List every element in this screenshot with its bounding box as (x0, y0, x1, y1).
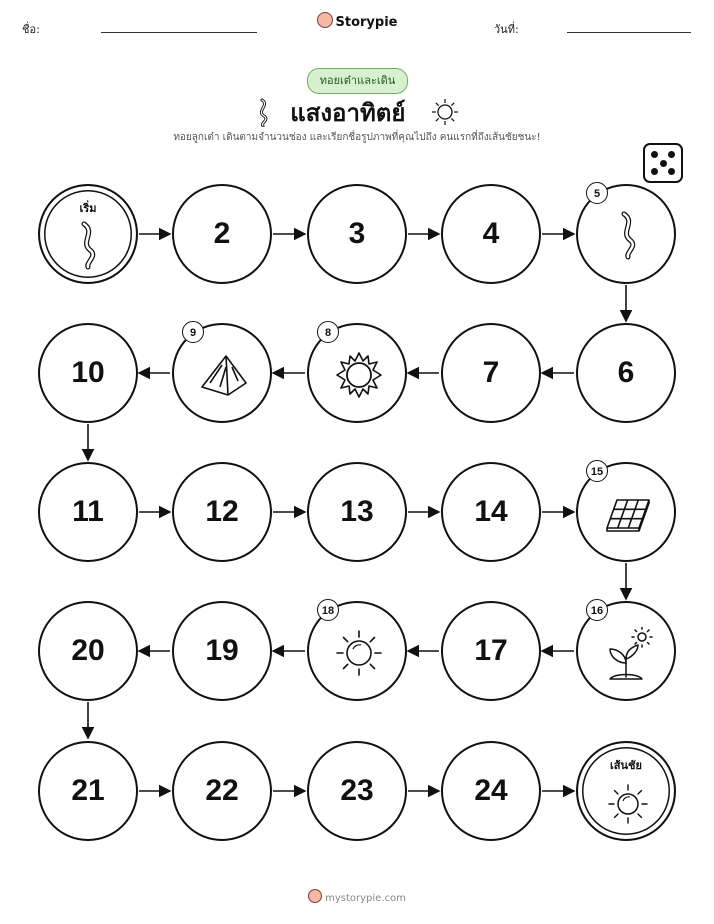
board-cell-15 (576, 462, 676, 562)
cell-number: 21 (71, 774, 105, 807)
cell-number: 14 (474, 495, 508, 528)
board-cell-finish (576, 741, 676, 841)
name-label: ชื่อ: (22, 23, 40, 36)
board-cell-21 (38, 741, 138, 841)
cell-number: 12 (205, 495, 239, 528)
board-cell-8 (307, 323, 407, 423)
game-tag: ทอยเต๋าและเดิน (307, 68, 408, 94)
cell-number: 17 (474, 634, 508, 667)
solar-panel-icon (603, 496, 653, 536)
board-cell-16 (576, 601, 676, 701)
board-cell-19 (172, 601, 272, 701)
cell-number: 11 (72, 495, 104, 528)
cell-number: 2 (213, 217, 231, 250)
board-cell-12 (172, 462, 272, 562)
pyramid-icon (198, 353, 250, 399)
instructions: ทอยลูกเต๋า เดินตามจำนวนช่อง และเรียกชื่อรูปภาพที่คุณไปถึง คนแรกที่ถึงเส้นชัยชนะ! (173, 132, 541, 143)
board-cell-7 (441, 323, 541, 423)
storypie-mascot-icon (308, 889, 322, 903)
finish-label: เส้นชัย (610, 759, 642, 772)
board-cell-6 (576, 323, 676, 423)
cell-number: 7 (482, 356, 500, 389)
cell-number: 22 (205, 774, 239, 807)
cell-number: 24 (474, 774, 508, 807)
brand-name: Storypie (335, 15, 398, 30)
sun-icon (333, 349, 385, 401)
sun-icon (333, 627, 385, 679)
cell-badge: 16 (586, 599, 608, 621)
board-cell-start (38, 184, 138, 284)
cell-number: 6 (617, 356, 635, 389)
board-cell-23 (307, 741, 407, 841)
board-cell-11 (38, 462, 138, 562)
cell-badge: 15 (586, 460, 608, 482)
cell-badge: 18 (317, 599, 339, 621)
cell-number: 19 (205, 634, 239, 667)
worm-icon (618, 210, 642, 260)
cell-number: 10 (71, 356, 105, 389)
board-cell-4 (441, 184, 541, 284)
board-cell-10 (38, 323, 138, 423)
footer (0, 889, 714, 904)
board-cell-9 (172, 323, 272, 423)
footer-site[interactable]: mystorypie.com (325, 893, 406, 904)
cell-badge: 9 (182, 321, 204, 343)
board-cell-17 (441, 601, 541, 701)
board-cell-2 (172, 184, 272, 284)
board-cell-20 (38, 601, 138, 701)
sprout-icon (604, 627, 654, 683)
cell-badge: 5 (586, 182, 608, 204)
board-cell-24 (441, 741, 541, 841)
worm-icon (78, 220, 102, 270)
board-cell-5 (576, 184, 676, 284)
sun-icon (605, 781, 651, 827)
cell-number: 20 (71, 634, 105, 667)
board-cell-22 (172, 741, 272, 841)
cell-number: 3 (348, 217, 366, 250)
date-label: วันที่: (494, 23, 519, 36)
title-text: แสงอาทิตย์ (290, 99, 406, 127)
cell-badge: 8 (317, 321, 339, 343)
cell-number: 4 (482, 217, 500, 250)
board-cell-18 (307, 601, 407, 701)
start-label: เริ่ม (79, 202, 97, 215)
board-cell-3 (307, 184, 407, 284)
cell-number: 13 (340, 495, 374, 528)
board-cell-14 (441, 462, 541, 562)
cell-number: 23 (340, 774, 374, 807)
board-cell-13 (307, 462, 407, 562)
